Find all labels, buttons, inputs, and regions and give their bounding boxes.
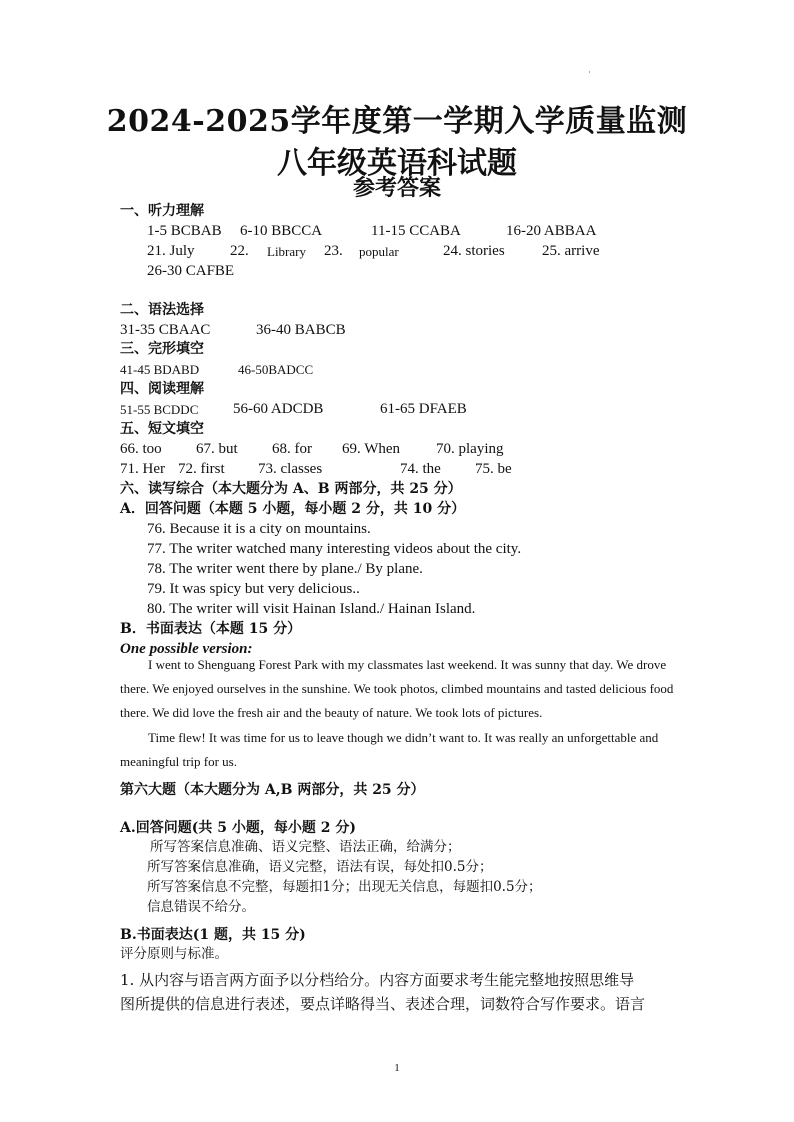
listening-answers-row-3: 26-30 CAFBE <box>147 263 235 279</box>
answer-item: 21. July <box>147 243 195 259</box>
answer-group: 56-60 ADCDB <box>233 401 324 417</box>
grammar-answers <box>120 321 520 339</box>
answer-item: 71. Her <box>120 461 165 477</box>
page-title: 2024-2025学年度第一学期入学质量监测 <box>106 104 688 139</box>
answer-group: 46-50BADCC <box>238 362 314 377</box>
answer-item: 68. for <box>272 441 312 457</box>
page-subtitle: 八年级英语科试题 <box>277 146 517 181</box>
answer-group: 11-15 CCABA <box>371 223 461 239</box>
answer-77: 77. The writer watched many interesting videos about the city. <box>147 541 522 557</box>
version-label: One possible version: <box>120 641 253 657</box>
section-heading-listening: 一、听力理解 <box>120 203 204 219</box>
section-heading-reading: 四、阅读理解 <box>120 381 204 397</box>
answer-76: 76. Because it is a city on mountains. <box>147 521 371 537</box>
section-heading-grammar: 二、语法选择 <box>120 302 204 318</box>
answer-item: 70. playing <box>436 441 504 457</box>
answer-group: 51-55 BCDDC <box>120 402 199 417</box>
part-a-heading: A．回答问题（本题 5 小题，每小题 2 分，共 10 分） <box>120 501 466 517</box>
answer-item: 67. but <box>196 441 238 457</box>
answer-group: 16-20 ABBAA <box>506 223 597 239</box>
answer-item: 73. classes <box>258 461 323 477</box>
cloze-answers <box>120 360 520 378</box>
section-heading-cloze: 三、完形填空 <box>120 341 204 357</box>
answer-item: 22. <box>230 243 249 259</box>
rubric-line: 所写答案信息准确，语义完整，语法有误，每处扣0.5分； <box>147 859 493 875</box>
answer-item: 23. <box>324 243 343 259</box>
rubric-line: 所写答案信息不完整，每题扣1分；出现无关信息，每题扣0.5分； <box>147 879 542 895</box>
answer-79: 79. It was spicy but very delicious.. <box>147 581 360 597</box>
listening-answers-row-1 <box>147 222 667 240</box>
rubric-part-b-heading: B.书面表达(1 题，共 15 分) <box>120 927 306 943</box>
answer-group: 36-40 BABCB <box>256 322 346 338</box>
answer-group: 61-65 DFAEB <box>380 401 467 417</box>
answer-key-title: 参考答案 <box>352 175 441 201</box>
rubric-heading: 第六大题（本大题分为 A,B 两部分，共 25 分） <box>120 782 425 798</box>
answer-item: 69. When <box>342 441 401 457</box>
rubric-paragraph-line: 1. 从内容与语言两方面予以分档给分。内容方面要求考生能完整地按照思维导 <box>120 971 635 989</box>
section-heading-passage-fill: 五、短文填空 <box>120 421 204 437</box>
essay-paragraph-1: I went to Shenguang Forest Park with my classmates last weekend. It was sunny that day. We drove there. We enjoyed ourselves in the sunshine. We took photos, climbed mountains and tasted delicious food there. We did love the fresh air and the beauty of nature. We took lots of pictures. <box>120 657 674 720</box>
rubric-subheading: 评分原则与标准。 <box>120 946 228 962</box>
answer-item: 24. stories <box>443 243 505 259</box>
rubric-part-a-heading: A.回答问题(共 5 小题，每小题 2 分) <box>120 820 356 836</box>
rubric-paragraph-line: 图所提供的信息进行表述，要点详略得当、表述合理，词数符合写作要求。语言 <box>120 995 646 1013</box>
answer-78: 78. The writer went there by plane./ By plane. <box>147 561 423 577</box>
answer-group: 1-5 BCBAB <box>147 223 222 239</box>
answer-item: 75. be <box>475 461 512 477</box>
answer-item: popular <box>359 244 399 259</box>
answer-item: 74. the <box>400 461 441 477</box>
answer-item: 66. too <box>120 441 162 457</box>
essay-paragraph-2: Time flew! It was time for us to leave though we didn’t want to. It was really an unforgettable and meaningful trip for us. <box>120 730 659 769</box>
rubric-line: 所写答案信息准确、语义完整、语法正确，给满分； <box>150 839 461 855</box>
answer-group: 6-10 BBCCA <box>240 223 323 239</box>
answer-item: 25. arrive <box>542 243 600 259</box>
answer-item: 72. first <box>178 461 225 477</box>
reading-answers <box>120 400 620 418</box>
section-heading-read-write: 六、读写综合（本大题分为 A、B 两部分，共 25 分） <box>120 481 462 497</box>
listening-answers-row-2 <box>147 242 667 260</box>
rubric-line: 信息错误不给分。 <box>147 899 255 915</box>
page-number: 1 <box>394 1062 400 1074</box>
part-b-heading: B．书面表达（本题 15 分） <box>120 621 302 637</box>
answer-80: 80. The writer will visit Hainan Island./ Hainan Island. <box>147 601 476 617</box>
passage-fill-answers-row-1 <box>120 440 620 458</box>
passage-fill-answers-row-2 <box>120 460 620 478</box>
answer-item: Library <box>267 244 306 259</box>
answer-group: 41-45 BDABD <box>120 362 200 377</box>
stray-dot: · <box>588 68 591 77</box>
answer-group: 31-35 CBAAC <box>120 322 211 338</box>
